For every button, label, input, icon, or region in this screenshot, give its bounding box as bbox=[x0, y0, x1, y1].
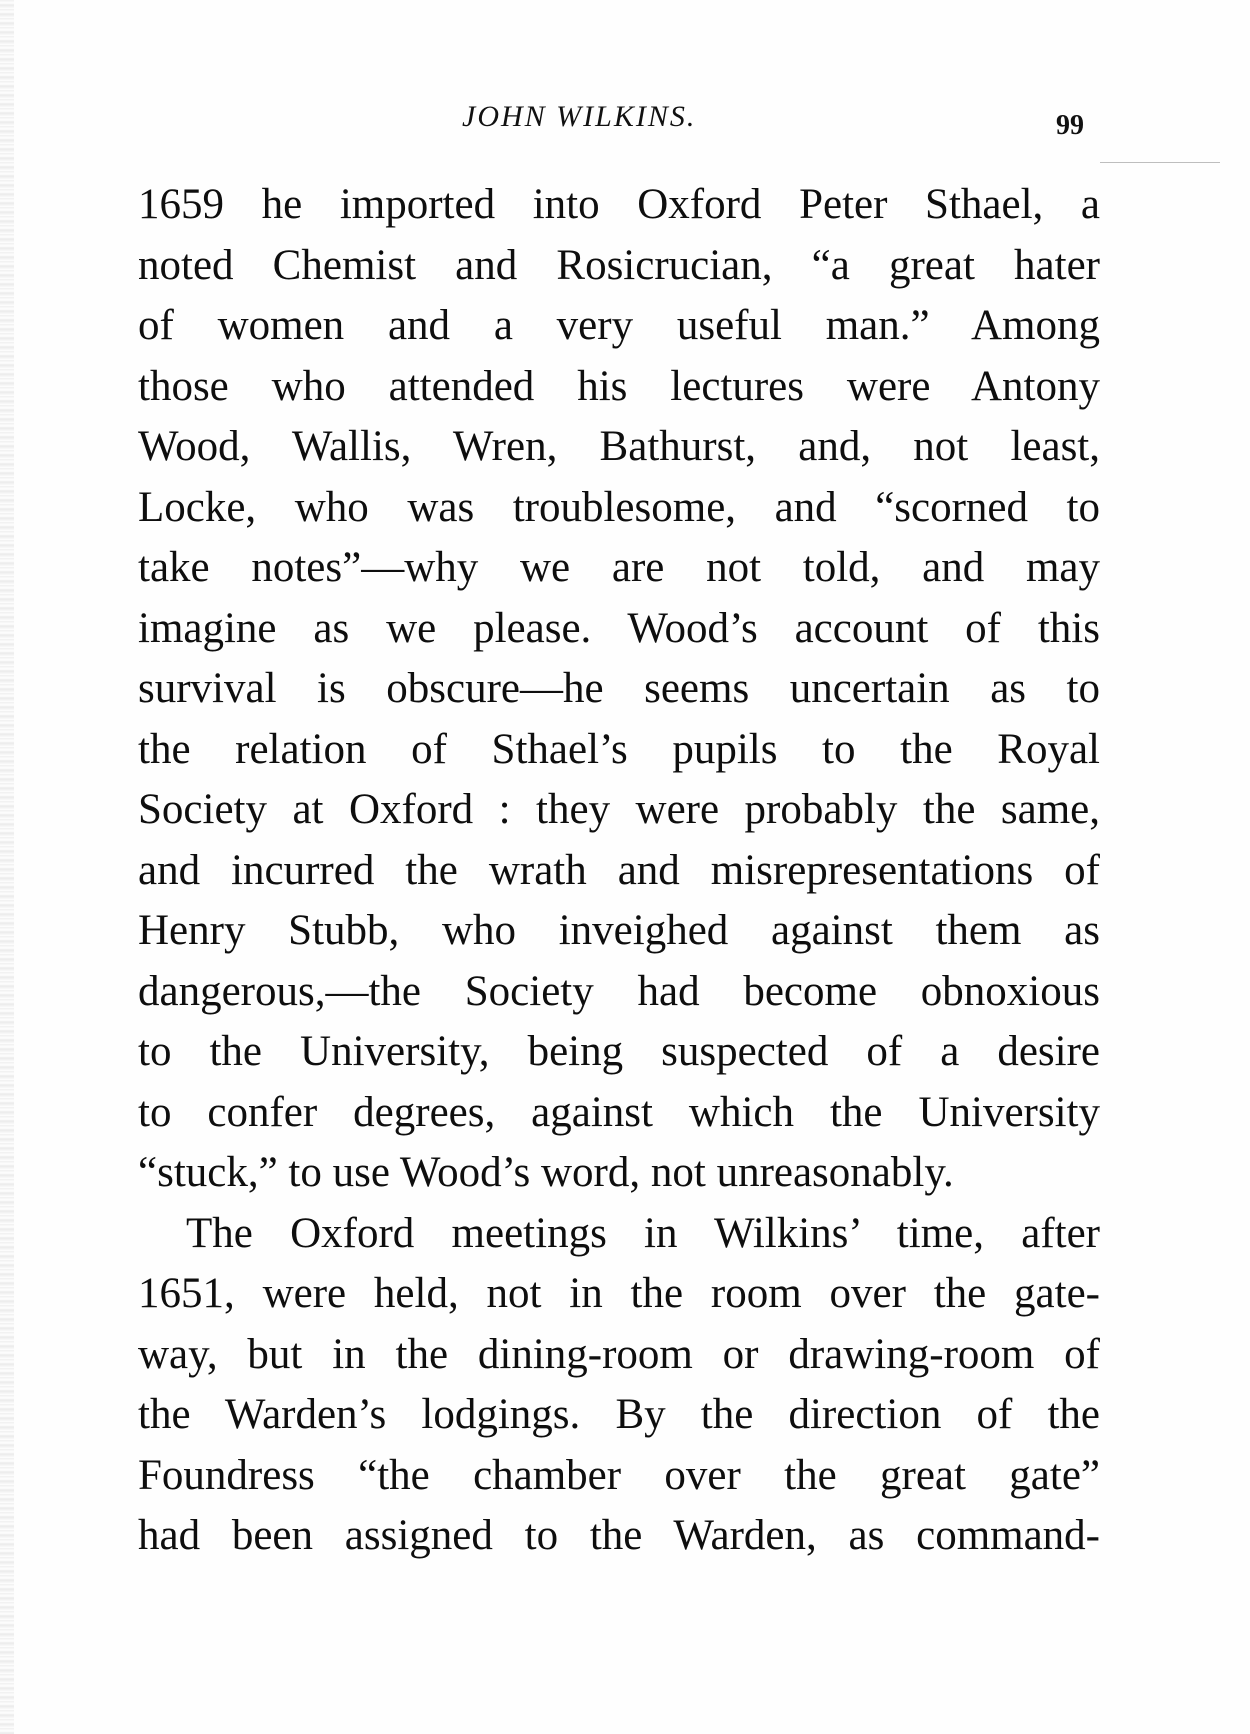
text-line: to confer degrees, against which the University bbox=[138, 1088, 1100, 1136]
running-title: JOHN WILKINS. bbox=[462, 100, 697, 133]
text-line: “stuck,” to use Wood’s word, not unreasonably. bbox=[138, 1149, 954, 1196]
body-text bbox=[138, 175, 1100, 1567]
text-line: the Warden’s lodgings. By the direction of the bbox=[138, 1391, 1100, 1438]
text-line: and incurred the wrath and misrepresentations of bbox=[138, 846, 1100, 894]
text-line: Foundress “the chamber over the great gate” bbox=[138, 1451, 1100, 1499]
text-line: take notes”—why we are not told, and may bbox=[138, 544, 1100, 591]
text-line: dangerous,—the Society had become obnoxious bbox=[138, 967, 1100, 1015]
text-line: survival is obscure—he seems uncertain as to bbox=[138, 665, 1100, 712]
text-line: had been assigned to the Warden, as command- bbox=[138, 1512, 1100, 1559]
text-line: Henry Stubb, who inveighed against them as bbox=[138, 907, 1100, 954]
text-line: to the University, being suspected of a desire bbox=[138, 1028, 1100, 1075]
text-line: noted Chemist and Rosicrucian, “a great hater bbox=[138, 241, 1100, 289]
text-line: Wood, Wallis, Wren, Bathurst, and, not least, bbox=[138, 423, 1100, 470]
text-line: 1659 he imported into Oxford Peter Sthael, a bbox=[138, 181, 1100, 228]
text-line: imagine as we please. Wood’s account of this bbox=[138, 604, 1100, 652]
text-line: the relation of Sthael’s pupils to the Royal bbox=[138, 725, 1100, 773]
text-line: of women and a very useful man.” Among bbox=[138, 302, 1100, 349]
page-number: 99 bbox=[1056, 110, 1084, 141]
text-line: way, but in the dining-room or drawing-room of bbox=[138, 1330, 1100, 1378]
scan-edge bbox=[0, 0, 14, 1734]
text-line: The Oxford meetings in Wilkins’ time, after bbox=[186, 1209, 1100, 1257]
header-mark bbox=[1100, 162, 1220, 163]
text-line: 1651, were held, not in the room over the gate- bbox=[138, 1270, 1100, 1317]
running-head bbox=[0, 100, 1250, 140]
text-line: Locke, who was troublesome, and “scorned to bbox=[138, 483, 1100, 531]
text-line: Society at Oxford : they were probably the same, bbox=[138, 786, 1100, 833]
text-line: those who attended his lectures were Antony bbox=[138, 362, 1100, 410]
